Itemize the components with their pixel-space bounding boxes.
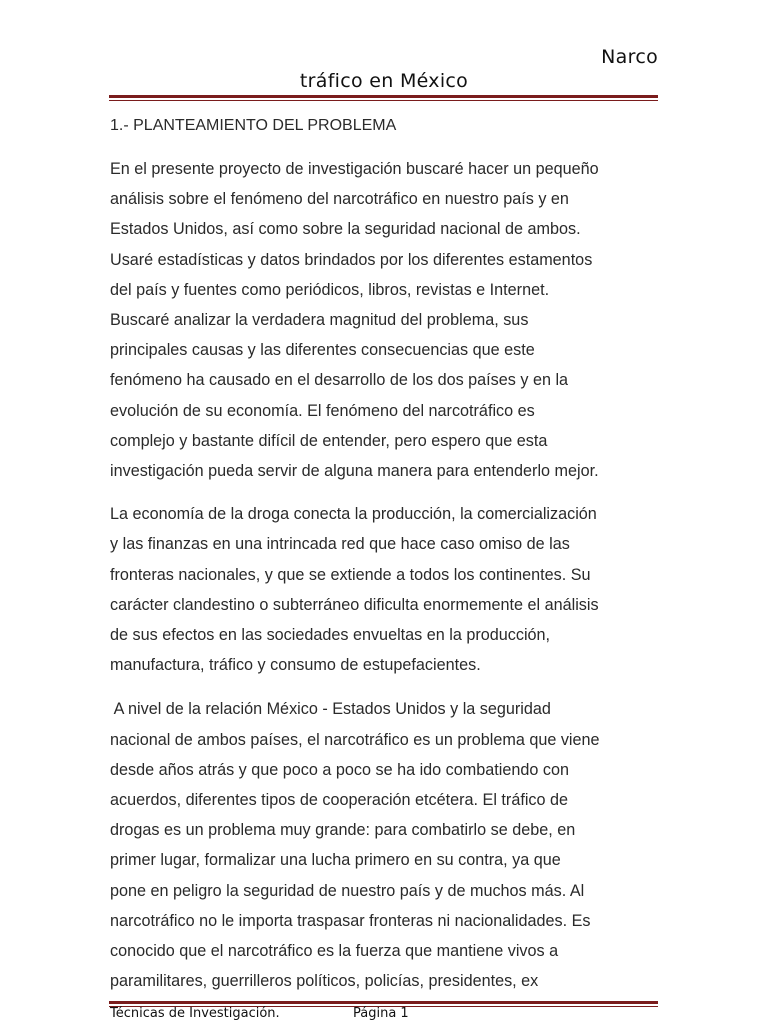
paragraph-line: y las finanzas en una intrincada red que hace caso omiso de las: [110, 535, 570, 554]
paragraph-line: de sus efectos en las sociedades envueltas en la producción,: [110, 626, 551, 645]
paragraph-line: conocido que el narcotráfico es la fuerza que mantiene vivos a: [110, 942, 559, 961]
paragraph-line: complejo y bastante difícil de entender, pero espero que esta: [110, 431, 548, 450]
paragraph-line: desde años atrás y que poco a poco se ha ido combatiendo con: [110, 760, 569, 779]
header-title-line1: Narco: [601, 46, 658, 68]
paragraph-line: evolución de su economía. El fenómeno del narcotráfico es: [110, 401, 535, 420]
paragraph-line: nacional de ambos países, el narcotráfico es un problema que viene: [110, 730, 600, 749]
paragraph-2: [110, 499, 660, 680]
paragraph-line: En el presente proyecto de investigación buscaré hacer un pequeño: [110, 160, 599, 178]
section-title: 1.- PLANTEAMIENTO DEL PROBLEMA: [110, 117, 397, 134]
paragraph-line: pone en peligro la seguridad de nuestro país y de muchos más. Al: [110, 881, 585, 900]
paragraph-line: análisis sobre el fenómeno del narcotráfico en nuestro país y en: [110, 190, 569, 209]
document-body: [110, 115, 660, 996]
paragraph-line: Estados Unidos, así como sobre la seguridad nacional de ambos.: [110, 220, 581, 239]
header-title-line2: tráfico en México: [299, 70, 469, 92]
paragraph-line: paramilitares, guerrilleros políticos, policías, presidentes, ex: [110, 972, 539, 991]
paragraph-line: principales causas y las diferentes consecuencias que este: [110, 341, 535, 360]
paragraph-line: A nivel de la relación México - Estados Unidos y la seguridad: [110, 700, 551, 719]
paragraph-1: [110, 154, 660, 486]
paragraph-line: La economía de la droga conecta la producción, la comercialización: [110, 505, 597, 524]
paragraph-line: Usaré estadísticas y datos brindados por los diferentes estamentos: [110, 250, 593, 269]
footer-divider-thick: [109, 1001, 658, 1004]
paragraph-line: del país y fuentes como periódicos, libros, revistas e Internet.: [110, 280, 550, 299]
paragraph-line: acuerdos, diferentes tipos de cooperación etcétera. El tráfico de: [110, 791, 569, 810]
paragraph-line: primer lugar, formalizar una lucha primero en su contra, ya que: [110, 851, 561, 870]
header-divider: [109, 95, 658, 101]
paragraph-line: manufactura, tráfico y consumo de estupefacientes.: [110, 656, 481, 675]
header-divider-thick: [109, 95, 658, 98]
paragraph-line: fenómeno ha causado en el desarrollo de los dos países y en la: [110, 371, 569, 390]
paragraph-line: investigación pueda servir de alguna manera para entenderlo mejor.: [110, 462, 599, 481]
header-divider-thin: [109, 100, 658, 101]
footer-page-number: Página 1: [353, 1006, 409, 1021]
paragraph-line: carácter clandestino o subterráneo dificulta enormemente el análisis: [110, 595, 599, 614]
footer-course-name: Técnicas de Investigación.: [110, 1006, 280, 1021]
paragraph-line: fronteras nacionales, y que se extiende a todos los continentes. Su: [110, 565, 591, 584]
paragraph-line: narcotráfico no le importa traspasar fronteras ni nacionalidades. Es: [110, 911, 591, 930]
paragraph-3: [110, 694, 660, 996]
paragraph-line: Buscaré analizar la verdadera magnitud del problema, sus: [110, 311, 529, 330]
paragraph-line: drogas es un problema muy grande: para combatirlo se debe, en: [110, 821, 576, 840]
